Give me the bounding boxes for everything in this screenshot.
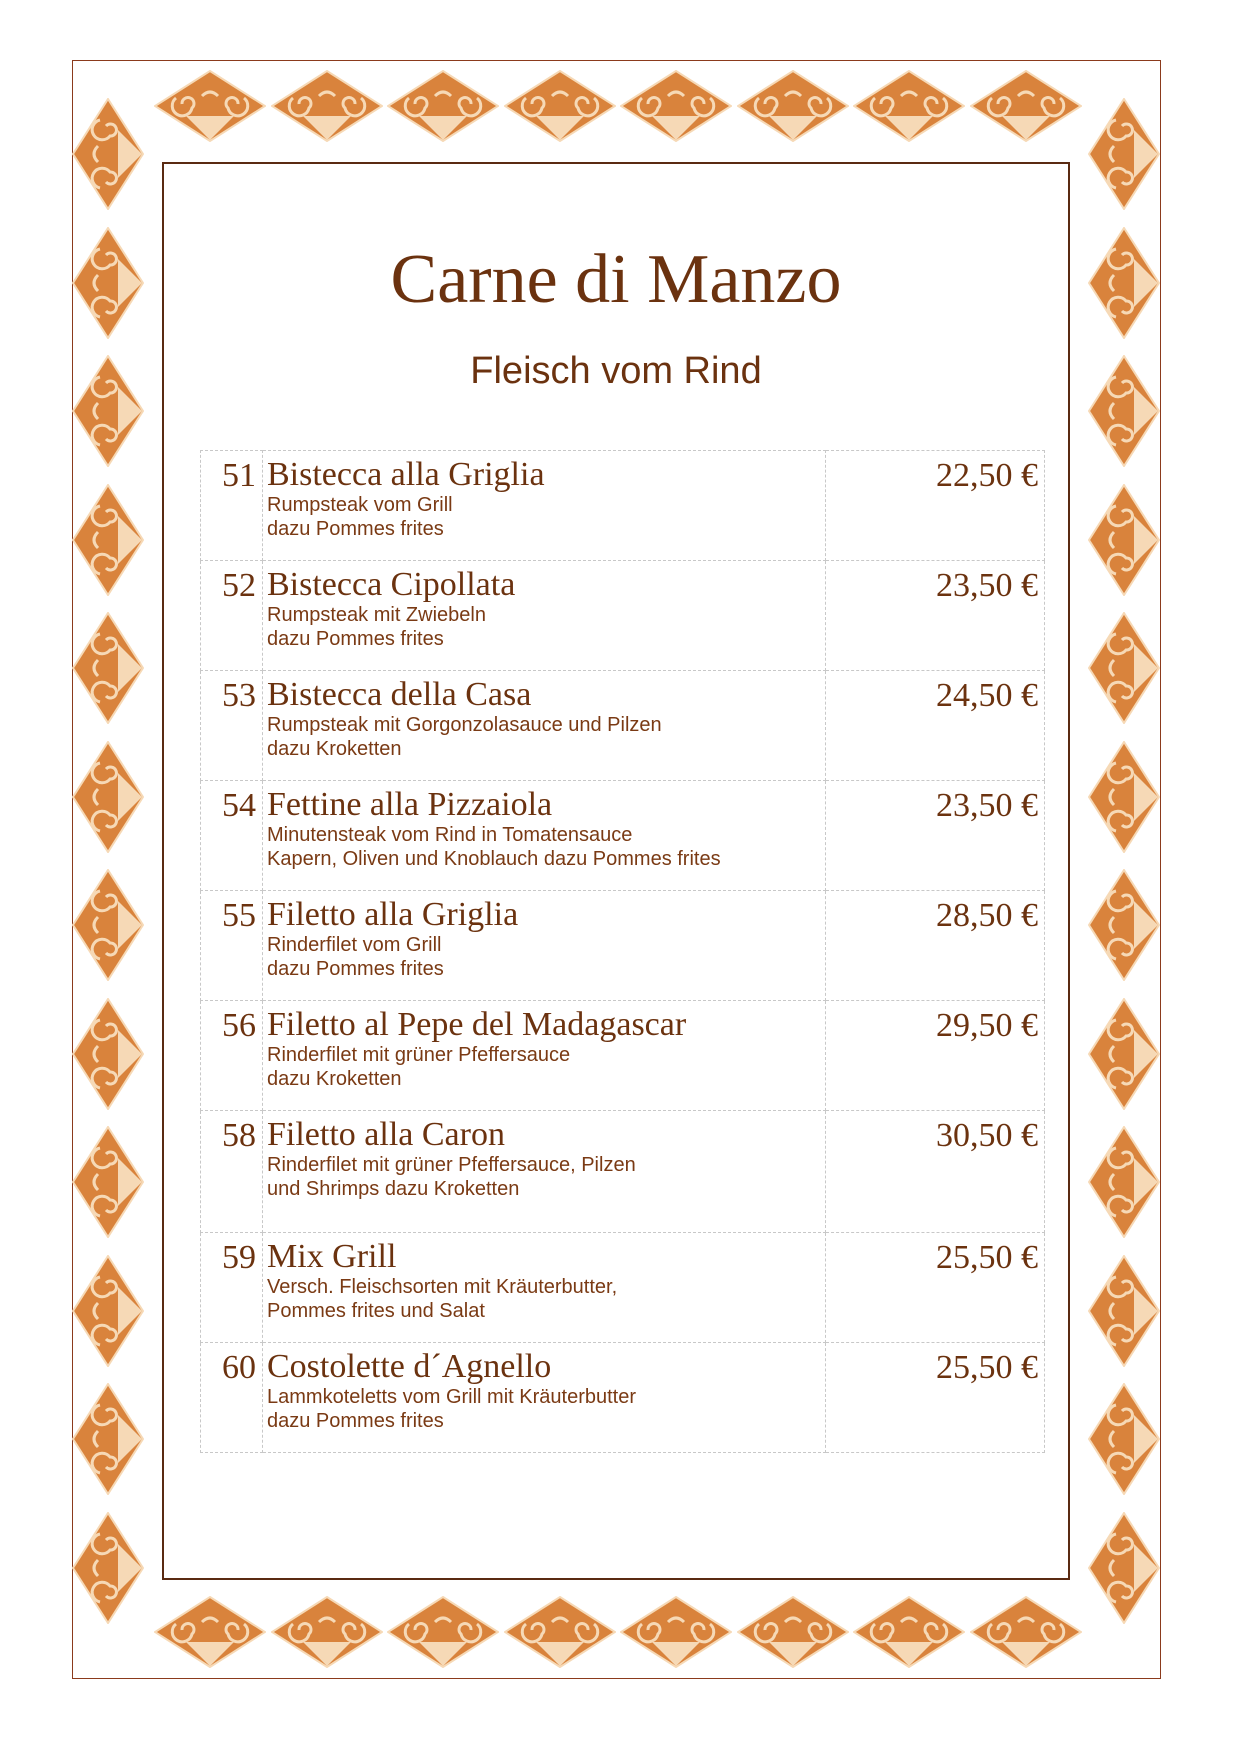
ornament-tile — [504, 70, 616, 147]
dish-description-line: Minutensteak vom Rind in Tomatensauce — [267, 824, 633, 846]
ornament-tile — [72, 869, 144, 986]
ornament-tile — [72, 998, 144, 1115]
dish-description-line: Kapern, Oliven und Knoblauch dazu Pommes frites — [267, 848, 721, 870]
item-details — [263, 1111, 826, 1233]
page-subtitle: Fleisch vom Rind — [470, 350, 762, 392]
ornament-tile — [620, 1596, 732, 1673]
menu-row — [201, 1343, 1045, 1453]
ornament-tile — [154, 1596, 266, 1673]
dish-description-line: Rumpsteak mit Gorgonzolasauce und Pilzen — [267, 714, 662, 736]
item-number: 60 — [201, 1343, 263, 1453]
item-price: 29,50 € — [826, 1001, 1045, 1111]
item-price: 23,50 € — [826, 781, 1045, 891]
ornament-tile — [1088, 869, 1160, 986]
dish-name: Mix Grill — [267, 1238, 397, 1275]
ornament-tile — [853, 1596, 965, 1673]
item-number: 53 — [201, 671, 263, 781]
ornament-tile — [387, 1596, 499, 1673]
dish-name: Bistecca alla Griglia — [267, 456, 545, 493]
dish-description-line: dazu Pommes frites — [267, 518, 444, 540]
ornament-tile — [970, 1596, 1082, 1673]
dish-description-line: dazu Pommes frites — [267, 958, 444, 980]
dish-description-line: und Shrimps dazu Kroketten — [267, 1178, 520, 1200]
ornament-tile — [72, 484, 144, 601]
item-details — [263, 1233, 826, 1343]
item-number: 58 — [201, 1111, 263, 1233]
ornament-tile — [853, 70, 965, 147]
menu-row — [201, 781, 1045, 891]
item-details — [263, 1001, 826, 1111]
menu-row — [201, 671, 1045, 781]
dish-name: Bistecca della Casa — [267, 676, 532, 713]
dish-name: Bistecca Cipollata — [267, 566, 516, 603]
menu-row — [201, 451, 1045, 561]
ornament-tile — [970, 70, 1082, 147]
dish-description-line: Rumpsteak mit Zwiebeln — [267, 604, 486, 626]
ornament-tile — [72, 1126, 144, 1243]
menu-row — [201, 1001, 1045, 1111]
item-number: 51 — [201, 451, 263, 561]
ornament-tile — [72, 741, 144, 858]
dish-description-line: dazu Pommes frites — [267, 1410, 444, 1432]
item-details — [263, 671, 826, 781]
dish-name: Costolette d´Agnello — [267, 1348, 552, 1385]
ornament-tile — [1088, 998, 1160, 1115]
ornament-tile — [1088, 227, 1160, 344]
menu-row — [201, 891, 1045, 1001]
ornament-tile — [504, 1596, 616, 1673]
ornament-tile — [1088, 1383, 1160, 1500]
ornament-tile — [271, 1596, 383, 1673]
item-number: 55 — [201, 891, 263, 1001]
menu-table — [200, 450, 1045, 1453]
dish-description-line: Rinderfilet mit grüner Pfeffersauce, Pilzen — [267, 1154, 636, 1176]
item-price: 24,50 € — [826, 671, 1045, 781]
dish-description-line: Rinderfilet mit grüner Pfeffersauce — [267, 1044, 571, 1066]
ornament-tile — [1088, 98, 1160, 215]
ornament-tile — [737, 70, 849, 147]
ornament-tile — [271, 70, 383, 147]
item-price: 30,50 € — [826, 1111, 1045, 1233]
ornament-tile — [387, 70, 499, 147]
ornament-tile — [1088, 355, 1160, 472]
ornament-tile — [620, 70, 732, 147]
page-title: Carne di Manzo — [390, 241, 842, 318]
dish-description-line: Pommes frites und Salat — [267, 1300, 485, 1322]
ornament-tile — [1088, 1512, 1160, 1629]
ornament-tile — [72, 98, 144, 215]
item-price: 28,50 € — [826, 891, 1045, 1001]
ornament-tile — [72, 1255, 144, 1372]
ornament-tile — [1088, 741, 1160, 858]
item-price: 25,50 € — [826, 1343, 1045, 1453]
item-number: 56 — [201, 1001, 263, 1111]
ornament-tile — [72, 612, 144, 729]
ornament-tile — [72, 227, 144, 344]
dish-name: Fettine alla Pizzaiola — [267, 786, 553, 823]
item-price: 23,50 € — [826, 561, 1045, 671]
ornament-tile — [72, 1383, 144, 1500]
ornament-tile — [154, 70, 266, 147]
item-details — [263, 451, 826, 561]
dish-description-line: dazu Kroketten — [267, 1068, 402, 1090]
item-number: 52 — [201, 561, 263, 671]
menu-row — [201, 561, 1045, 671]
dish-name: Filetto alla Caron — [267, 1116, 505, 1153]
item-price: 25,50 € — [826, 1233, 1045, 1343]
menu-row — [201, 1111, 1045, 1233]
ornament-tile — [1088, 1126, 1160, 1243]
ornament-tile — [72, 1512, 144, 1629]
dish-description-line: dazu Pommes frites — [267, 628, 444, 650]
dish-name: Filetto al Pepe del Madagascar — [267, 1006, 687, 1043]
dish-description-line: Versch. Fleischsorten mit Kräuterbutter, — [267, 1276, 618, 1298]
dish-description-line: Lammkoteletts vom Grill mit Kräuterbutter — [267, 1386, 636, 1408]
item-number: 59 — [201, 1233, 263, 1343]
item-details — [263, 891, 826, 1001]
ornament-tile — [72, 355, 144, 472]
ornament-tile — [737, 1596, 849, 1673]
item-price: 22,50 € — [826, 451, 1045, 561]
item-details — [263, 1343, 826, 1453]
item-details — [263, 781, 826, 891]
ornament-tile — [1088, 484, 1160, 601]
item-number: 54 — [201, 781, 263, 891]
ornament-tile — [1088, 612, 1160, 729]
dish-description-line: Rinderfilet vom Grill — [267, 934, 442, 956]
dish-description-line: dazu Kroketten — [267, 738, 402, 760]
dish-name: Filetto alla Griglia — [267, 896, 519, 933]
ornament-tile — [1088, 1255, 1160, 1372]
menu-row — [201, 1233, 1045, 1343]
dish-description-line: Rumpsteak vom Grill — [267, 494, 453, 516]
item-details — [263, 561, 826, 671]
